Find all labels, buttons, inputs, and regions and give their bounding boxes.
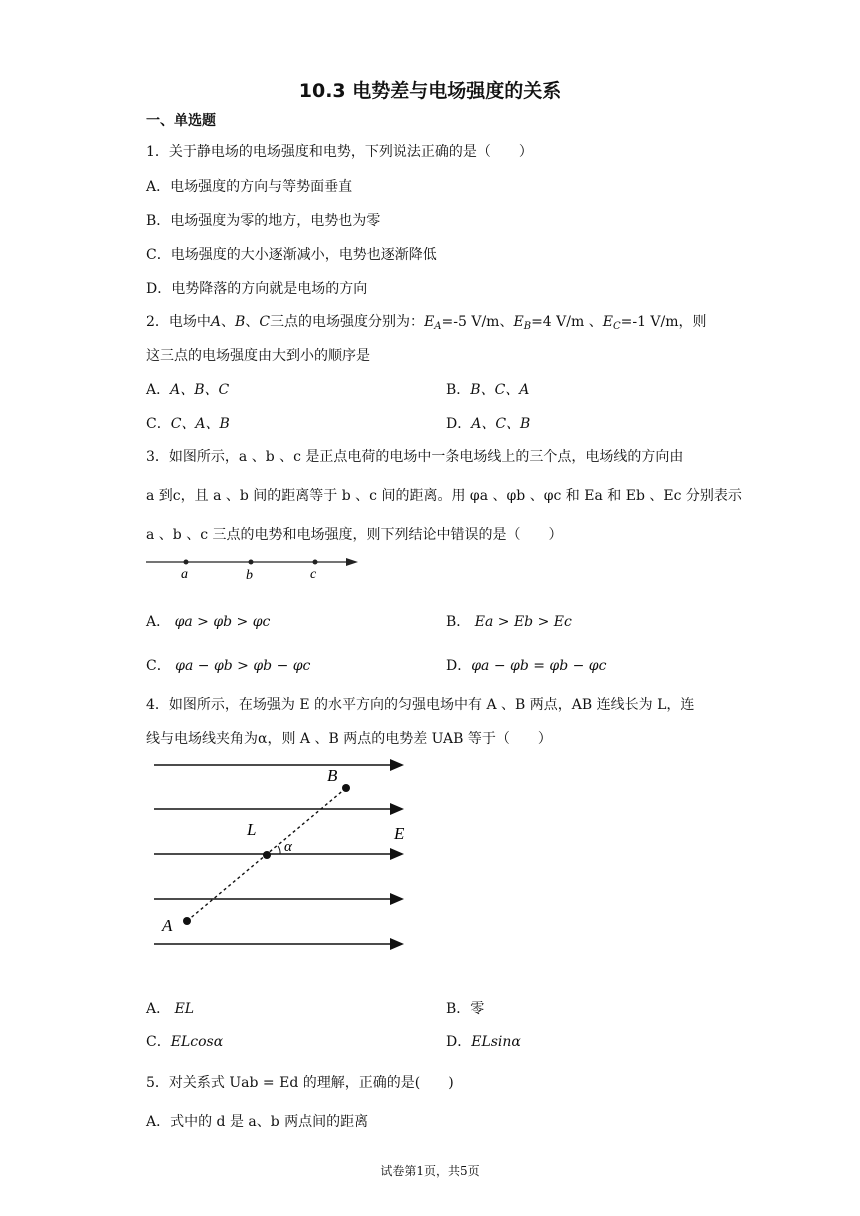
q4-option-d: D．ELsinα — [446, 1034, 521, 1050]
q1-option-b: B．电场强度为零的地方，电势也为零 — [146, 213, 381, 229]
q2-option-b: B．B、C、A — [446, 382, 530, 398]
q2-option-d: D．A、C、B — [446, 416, 531, 432]
q4-option-c: C．ELcosα — [146, 1034, 224, 1050]
page-title: 10.3 电势差与电场强度的关系 — [298, 80, 562, 102]
q5-stem: 5．对关系式 Uab = Ed 的理解，正确的是( ) — [146, 1075, 454, 1091]
q3-label-c: c — [310, 567, 317, 582]
q1-stem: 1．关于静电场的电场强度和电势，下列说法正确的是（ ） — [146, 144, 533, 160]
q4-stem-line2: 线与电场线夹角为α，则 A 、B 两点的电势差 UAB 等于（ ） — [146, 731, 552, 747]
q4-option-a: A． EL — [146, 1001, 195, 1017]
q3-label-a: a — [181, 567, 188, 582]
q3-option-c: C． φa − φb > φb − φc — [146, 658, 311, 674]
q2-stem: 2．电场中A、B、C三点的电场强度分别为：$E_A=-5$ V/m、$E_B=4$ V/m 、$E_C=-1$ V/m，则 — [146, 314, 707, 332]
q2-option-c: C．C、A、B — [146, 416, 230, 432]
q1-option-a: A．电场强度的方向与等势面垂直 — [146, 179, 353, 195]
q4-uniform-field-figure — [150, 755, 420, 955]
q4-label-b: B — [327, 766, 338, 785]
q5-option-a: A．式中的 d 是 a、b 两点间的距离 — [146, 1114, 369, 1130]
q2-stem-line2: 这三点的电场强度由大到小的顺序是 — [146, 348, 370, 364]
q3-option-d: D．φa − φb = φb − φc — [446, 658, 607, 674]
q4-label-l: L — [247, 820, 257, 839]
q2-option-a: A．A、B、C — [146, 382, 230, 398]
q1-option-c: C．电场强度的大小逐渐减小，电势也逐渐降低 — [146, 247, 437, 263]
section-heading: 一、单选题 — [146, 113, 216, 129]
q4-option-b: B．零 — [446, 1001, 485, 1017]
page-footer: 试卷第1页，共5页 — [380, 1164, 480, 1178]
q3-option-b: B． Ea > Eb > Ec — [446, 614, 572, 630]
q3-stem-line3: a 、b 、c 三点的电势和电场强度，则下列结论中错误的是（ ） — [146, 527, 563, 543]
q3-stem-line2: a 到c，且 a 、b 间的距离等于 b 、c 间的距离。用 φa 、φb 、φc 和 Ea 和 Eb 、Ec 分别表示 — [146, 488, 742, 504]
q3-stem-line1: 3．如图所示，a 、b 、c 是正点电荷的电场中一条电场线上的三个点，电场线的方向由 — [146, 449, 684, 465]
q3-option-a: A． φa > φb > φc — [146, 614, 271, 630]
q1-option-d: D．电势降落的方向就是电场的方向 — [146, 281, 368, 297]
q4-label-e: E — [394, 824, 405, 843]
q4-label-alpha: α — [284, 839, 292, 855]
q3-label-b: b — [246, 568, 253, 583]
q4-label-a: A — [162, 916, 173, 935]
q4-stem-line1: 4．如图所示，在场强为 E 的水平方向的匀强电场中有 A 、B 两点，AB 连线长为 L，连 — [146, 697, 695, 713]
q3-field-line-figure — [144, 552, 364, 582]
